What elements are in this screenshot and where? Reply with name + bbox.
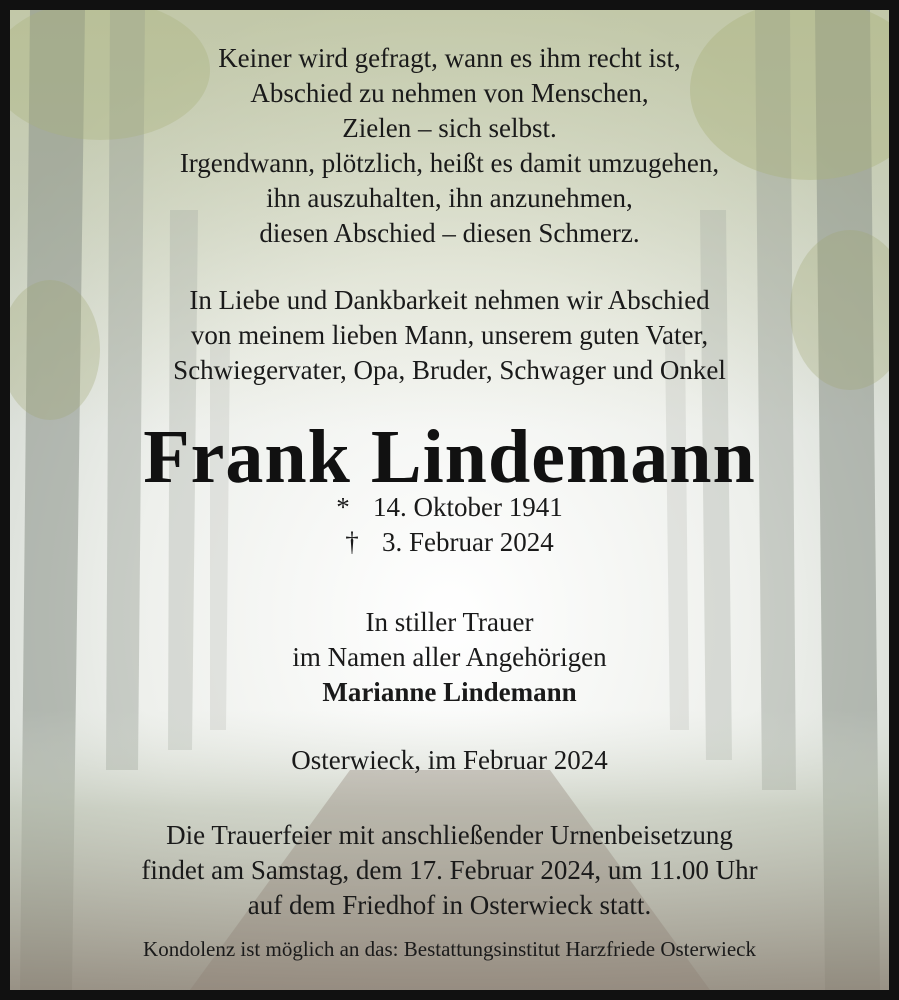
birth-star-icon: * <box>336 492 350 522</box>
mourning-line: In stiller Trauer <box>365 607 534 637</box>
notice-text <box>10 10 889 990</box>
poem-line: ihn auszuhalten, ihn anzunehmen, <box>266 183 633 213</box>
ceremony-line: findet am Samstag, dem 17. Februar 2024, um 11.00 Uhr <box>141 855 758 885</box>
deceased-name: Frank Lindemann <box>143 415 756 499</box>
poem-line: diesen Abschied – diesen Schmerz. <box>259 218 640 248</box>
condolence-note: Kondolenz ist möglich an das: Bestattungsinstitut Harzfriede Osterwieck <box>143 937 756 961</box>
intro-line: von meinem lieben Mann, unserem guten Vater, <box>190 320 709 350</box>
poem-line: Irgendwann, plötzlich, heißt es damit umzugehen, <box>179 148 720 178</box>
intro-line: Schwiegervater, Opa, Bruder, Schwager und Onkel <box>173 355 726 385</box>
birth-date-line <box>10 490 889 524</box>
poem-line: Keiner wird gefragt, wann es ihm recht ist, <box>218 43 681 73</box>
ceremony-line: Die Trauerfeier mit anschließender Urnenbeisetzung <box>166 820 733 850</box>
poem-line: Zielen – sich selbst. <box>342 113 557 143</box>
place-date: Osterwieck, im Februar 2024 <box>291 745 608 775</box>
death-cross-icon: † <box>345 527 359 557</box>
poem-line: Abschied zu nehmen von Menschen, <box>250 78 649 108</box>
intro-line: In Liebe und Dankbarkeit nehmen wir Abschied <box>189 285 710 315</box>
death-date: 3. Februar 2024 <box>382 527 554 557</box>
mourning-line: im Namen aller Angehörigen <box>292 642 607 672</box>
ceremony-line: auf dem Friedhof in Osterwieck statt. <box>247 890 652 920</box>
signer-name: Marianne Lindemann <box>322 677 577 707</box>
birth-date: 14. Oktober 1941 <box>373 492 563 522</box>
death-date-line <box>10 525 889 559</box>
